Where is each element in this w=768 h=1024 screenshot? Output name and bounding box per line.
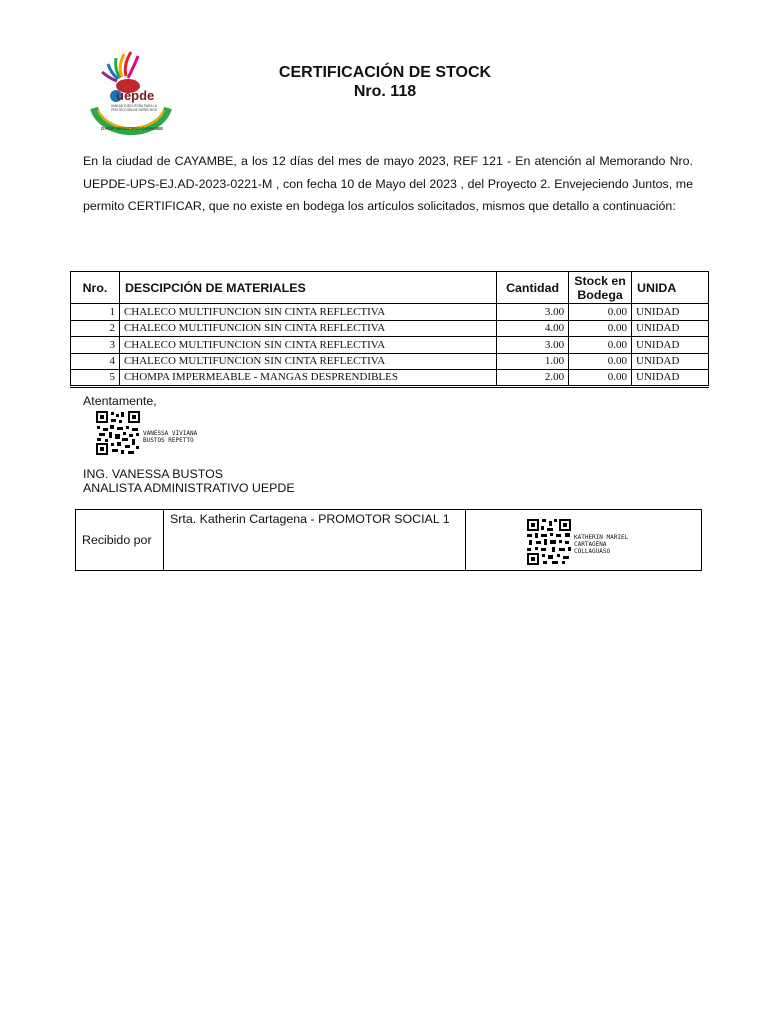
- signer-role: ANALISTA ADMINISTRATIVO UEPDE: [83, 481, 295, 495]
- document-number: Nro. 118: [353, 83, 417, 100]
- closing-text: Atentamente,: [83, 394, 157, 408]
- logo-brand: uepde: [116, 88, 155, 103]
- electronic-signature-1: [95, 410, 220, 460]
- cell-quantity: 2.00: [497, 370, 569, 387]
- table-row: [71, 304, 709, 321]
- header-nro: Nro.: [71, 272, 120, 304]
- cell-description: CHALECO MULTIFUNCION SIN CINTA REFLECTIVA: [119, 304, 496, 321]
- cell-stock: 0.00: [569, 337, 632, 354]
- document-title-block: [200, 64, 570, 102]
- cell-stock: 0.00: [569, 304, 632, 321]
- body-paragraph: En la ciudad de CAYAMBE, a los 12 días del mes de mayo 2023, REF 121 - En atención al Memorando Nro. UEPDE-UPS-EJ.AD-2023-0221-M , con fecha 10 de Mayo del 2023 , del Proyecto 2. Envejeciendo Juntos, me permito CERTIFICAR, que no existe en bodega los artículos solicitados, mismos que detallo a continuación:: [83, 154, 693, 214]
- signature-2-line1: KATHERIN MARIEL: [574, 534, 629, 541]
- received-signature-cell: [466, 510, 702, 571]
- signature-2-line3: COLLAGUASO: [574, 548, 611, 555]
- cell-description: CHALECO MULTIFUNCION SIN CINTA REFLECTIVA: [119, 337, 496, 354]
- received-label: Recibido por: [76, 510, 164, 571]
- materials-table: [70, 271, 709, 388]
- qr-code-icon: [95, 410, 141, 456]
- table-header-row: [71, 272, 709, 304]
- cell-stock: 0.00: [569, 370, 632, 387]
- cell-description: CHALECO MULTIFUNCION SIN CINTA REFLECTIVA: [119, 353, 496, 370]
- cell-nro: 1: [71, 304, 120, 321]
- cell-unit: UNIDAD: [632, 370, 709, 387]
- electronic-signature-2: [526, 518, 656, 568]
- header-unit: UNIDA: [632, 272, 709, 304]
- received-row: [76, 510, 702, 571]
- cell-nro: 4: [71, 353, 120, 370]
- table-row: [71, 353, 709, 370]
- cell-nro: 2: [71, 320, 120, 337]
- header-stock-line2: Bodega: [577, 287, 623, 302]
- cell-stock: 0.00: [569, 353, 632, 370]
- signature-1-line2: BUSTOS REPETTO: [143, 437, 194, 444]
- header-stock-line1: Stock en: [574, 273, 626, 288]
- header-description: DESCIPCIÓN DE MATERIALES: [119, 272, 496, 304]
- logo-subtitle: UNIDAD EJECUTORA PARA LA PROTECCIÓN DE DERECHOS: [110, 104, 158, 112]
- cell-nro: 5: [71, 370, 120, 387]
- signer-name: ING. VANESSA BUSTOS: [83, 467, 224, 481]
- signature-2-name: [574, 534, 628, 555]
- cell-quantity: 1.00: [497, 353, 569, 370]
- logo-arc-text: GADIP MUNICIPIO CAYAMBE: [100, 126, 164, 131]
- cell-unit: UNIDAD: [632, 337, 709, 354]
- table-row: [71, 337, 709, 354]
- cell-quantity: 3.00: [497, 304, 569, 321]
- signature-1-name: [143, 430, 197, 444]
- cell-description: CHOMPA IMPERMEABLE - MANGAS DESPRENDIBLES: [119, 370, 496, 387]
- header-stock: [569, 272, 632, 304]
- header-quantity: Cantidad: [497, 272, 569, 304]
- cell-unit: UNIDAD: [632, 353, 709, 370]
- document-title: CERTIFICACIÓN DE STOCK: [278, 64, 492, 81]
- qr-code-icon: [526, 518, 572, 566]
- cell-description: CHALECO MULTIFUNCION SIN CINTA REFLECTIVA: [119, 320, 496, 337]
- received-table: [75, 509, 702, 571]
- cell-unit: UNIDAD: [632, 320, 709, 337]
- cell-unit: UNIDAD: [632, 304, 709, 321]
- cell-quantity: 4.00: [497, 320, 569, 337]
- signature-2-line2: CARTAGENA: [574, 541, 607, 548]
- received-value: Srta. Katherin Cartagena - PROMOTOR SOCIAL 1: [164, 510, 466, 571]
- cell-stock: 0.00: [569, 320, 632, 337]
- cell-quantity: 3.00: [497, 337, 569, 354]
- cell-nro: 3: [71, 337, 120, 354]
- table-row: [71, 370, 709, 387]
- signer-block: [83, 467, 295, 495]
- signature-1-line1: VANESSA VIVIANA: [143, 430, 198, 437]
- uepde-logo: [86, 46, 176, 138]
- table-row: [71, 320, 709, 337]
